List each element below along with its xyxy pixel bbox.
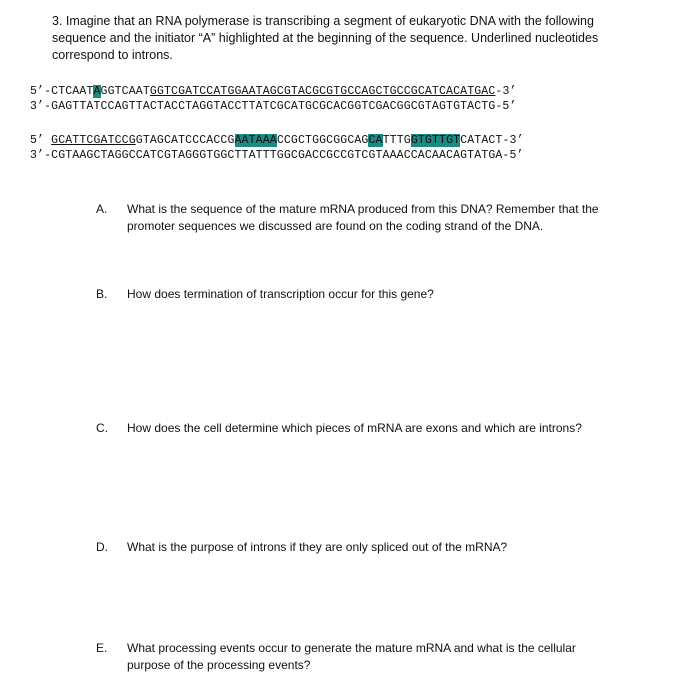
seq-intron-2: GCATTCGATCCG xyxy=(51,134,136,147)
gu-rich-highlight: GTGTTGT xyxy=(410,134,461,147)
seq-5prime-start: 5’-CTCAAT xyxy=(30,85,94,98)
question-letter: C. xyxy=(96,421,108,435)
seq-exon-2: GTAGCATCCCACCG xyxy=(135,134,235,147)
polya-signal-highlight: AATAAA xyxy=(234,134,277,147)
sequence-block-1-coding-strand xyxy=(30,84,517,99)
seq-exon-1: GGTCAAT xyxy=(100,85,150,98)
question-letter: B. xyxy=(96,287,108,301)
seq-3prime-end-2: CATACT-3’ xyxy=(460,134,524,147)
question-letter: E. xyxy=(96,641,108,655)
question-text: What processing events occur to generate the mature mRNA and what is the cellular purpose of the processing events? xyxy=(127,641,576,672)
question-text: How does termination of transcription occur for this gene? xyxy=(127,287,434,301)
sequence-block-1-template-strand: 3’-GAGTTATCCAGTTACTACCTAGGTACCTTATCGCATGCGCACGGTCGACGGCGTAGTGTACTG-5’ xyxy=(30,100,517,113)
sequence-block-2-template-strand: 3’-CGTAAGCTAGGCCATCGTAGGGTGGCTTATTTGGCGACCGCCGTCGTAAACCACAACAGTATGA-5’ xyxy=(30,149,524,162)
question-text: How does the cell determine which pieces of mRNA are exons and which are introns? xyxy=(127,421,582,435)
question-letter: D. xyxy=(96,540,108,554)
seq-segment: CCGCTGGCGGCAG xyxy=(276,134,369,147)
cleavage-site-highlight: CA xyxy=(368,134,383,147)
seq-3prime-end: -3’ xyxy=(495,85,517,98)
question-text: What is the purpose of introns if they are only spliced out of the mRNA? xyxy=(127,540,508,554)
seq-intron-1: GGTCGATCCATGGAATAGCGTACGCGTGCCAGCTGCCGCATCACATGAC xyxy=(149,85,496,98)
question-letter: A. xyxy=(96,202,108,216)
seq-segment-2: TTTG xyxy=(382,134,411,147)
seq-5prime-label: 5’ xyxy=(30,134,52,147)
sequence-block-2-coding-strand xyxy=(30,133,524,148)
initiator-a-highlight: A xyxy=(93,85,101,98)
question-prompt: 3. Imagine that an RNA polymerase is transcribing a segment of eukaryotic DNA with the following sequence and the initiator “A” highlighted at the beginning of the sequence. Underlined nucleotides correspond to introns. xyxy=(52,14,599,62)
question-text: What is the sequence of the mature mRNA produced from this DNA? Remember that the promoter sequences we discussed are found on the coding strand of the DNA. xyxy=(127,202,599,233)
